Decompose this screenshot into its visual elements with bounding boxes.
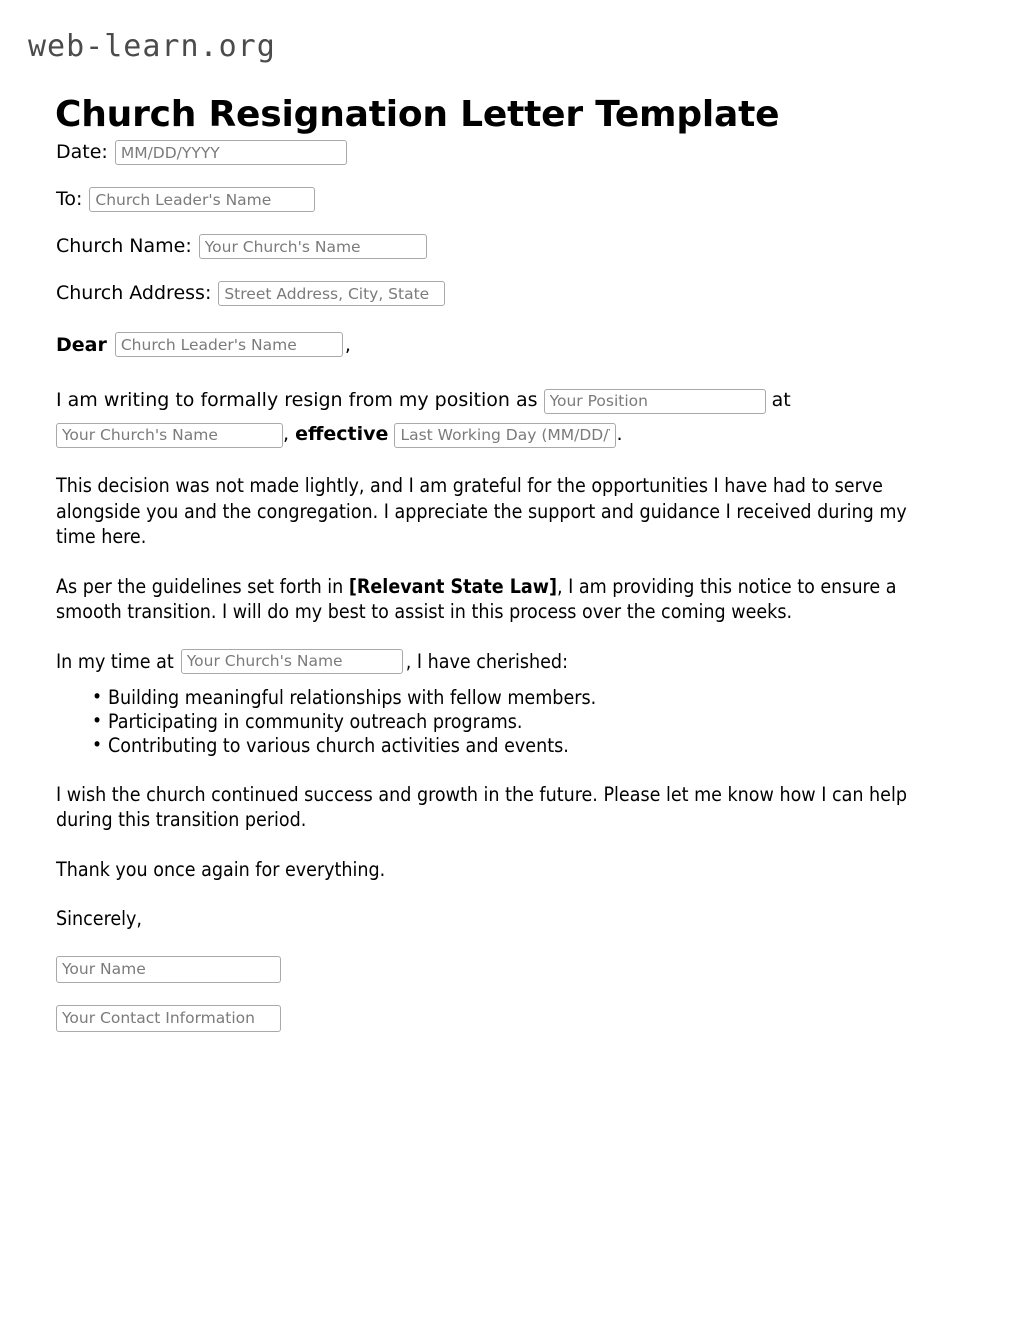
notice-text-pre: As per the guidelines set forth in — [56, 574, 349, 598]
church-name-label: Church Name: — [56, 235, 192, 258]
cherished-row — [56, 649, 961, 674]
intro-paragraph — [56, 383, 936, 451]
letter-body — [56, 140, 961, 1054]
church-address-input[interactable] — [218, 281, 445, 306]
relevant-state-law-token: [Relevant State Law] — [348, 574, 557, 598]
to-label: To: — [56, 188, 83, 211]
to-row — [56, 187, 961, 212]
church-name-input[interactable] — [199, 234, 427, 259]
site-watermark: web-learn.org — [28, 29, 276, 64]
church-address-label: Church Address: — [56, 282, 212, 305]
intro-period: . — [616, 423, 623, 445]
list-item: • Building meaningful relationships with fellow members. — [56, 686, 961, 710]
church-address-row — [56, 281, 961, 306]
to-input[interactable] — [89, 187, 315, 212]
salutation-row — [56, 332, 961, 357]
gratitude-paragraph: This decision was not made lightly, and I am grateful for the opportunities I have had to serve alongside you and the congregation. I appreciate the support and guidance I received during my time here. — [56, 474, 907, 548]
cherished-lead-text: In my time at — [56, 649, 174, 673]
church-name-row — [56, 234, 961, 259]
church-cherished-input[interactable] — [181, 649, 403, 674]
cherished-list — [56, 686, 961, 758]
your-contact-row — [56, 1005, 961, 1032]
thanks-paragraph: Thank you once again for everything. — [56, 857, 386, 881]
your-name-input[interactable] — [56, 956, 281, 983]
intro-text-at: at — [771, 389, 791, 411]
wishes-paragraph: I wish the church continued success and growth in the future. Please let me know how I can help during this transition period. — [56, 782, 907, 831]
your-contact-input[interactable] — [56, 1005, 281, 1032]
date-input[interactable] — [115, 140, 347, 165]
position-input[interactable] — [544, 389, 766, 414]
intro-text-part1: I am writing to formally resign from my position as — [56, 389, 538, 411]
salutation-label: Dear — [56, 333, 107, 356]
date-row — [56, 140, 961, 165]
list-item: • Contributing to various church activities and events. — [56, 734, 961, 758]
notice-text-post: , I am providing this notice to ensure a smooth transition. I will do my best to assist in this process over the coming weeks. — [56, 574, 897, 623]
church-inline-input[interactable] — [56, 423, 283, 448]
closing-paragraph: Sincerely, — [56, 907, 142, 930]
cherished-tail-text: , I have cherished: — [405, 649, 568, 673]
salutation-comma: , — [344, 333, 351, 356]
last-working-day-input[interactable] — [394, 423, 616, 448]
salutation-input[interactable] — [115, 332, 343, 357]
intro-text-effective: effective — [295, 423, 389, 445]
intro-comma: , — [283, 423, 290, 445]
your-name-row — [56, 956, 961, 983]
date-label: Date: — [56, 141, 108, 164]
list-item: • Participating in community outreach programs. — [56, 710, 961, 734]
notice-paragraph — [56, 574, 944, 625]
page-title: Church Resignation Letter Template — [55, 94, 780, 136]
